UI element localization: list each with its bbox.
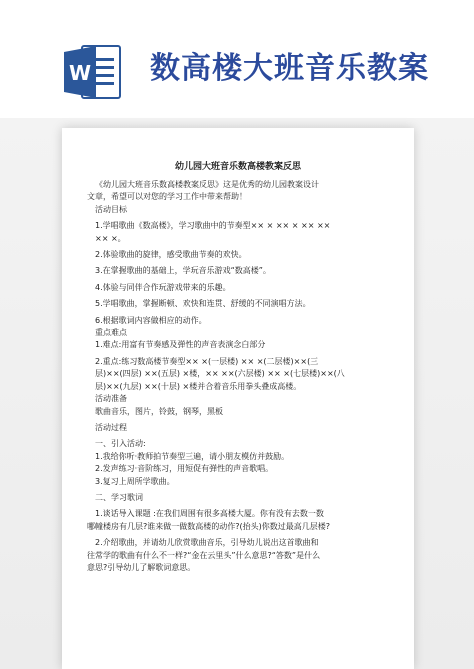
goal-line-6: 6.根据歌词内容做相应的动作。: [95, 315, 207, 325]
section-heading-preparation: 活动准备: [95, 394, 127, 404]
process-step-2-line-2-cont: 往常学的歌曲有什么不一样?“金在云里头”什么意思?“答数”是什么: [87, 550, 321, 560]
process-step-2-line-1: 1.谈话导入课题 :在我们周围有很多高楼大厦。你有没有去数一数: [95, 509, 324, 519]
document-page: [62, 128, 414, 669]
preparation-line: 歌曲音乐，图片，铃鼓，钢琴，黑板: [95, 406, 223, 416]
section-heading-goals: 活动目标: [95, 204, 127, 214]
intro-line-2: 文章，希望可以对您的学习工作中带来帮助！: [87, 192, 247, 202]
goal-line-3: 3.在掌握歌曲的基础上，学玩音乐游戏“数高楼”。: [95, 266, 271, 276]
key-point-line-2: 2.重点:练习数高楼节奏型×× ×(一层楼) ×× ×(二层楼)××(三: [95, 356, 319, 366]
process-step-1-heading: 一、引入活动:: [95, 439, 146, 449]
key-point-line-1: 1.难点:用富有节奏感及弹性的声音表演念白部分: [95, 340, 266, 350]
goal-line-1: 1.学唱歌曲《数高楼》，学习歌曲中的节奏型×× × ×× × ×× ××: [95, 221, 331, 231]
process-step-2-line-1-cont: 哪幢楼房有几层?谁来做一做数高楼的动作?(抬头)你数过最高几层楼?: [87, 521, 330, 531]
process-step-1-line-1: 1.我给你听·教师拍节奏型三遍，请小朋友模仿并鼓励。: [95, 451, 290, 461]
goal-line-5: 5.学唱歌曲，掌握断顿、欢快和连贯、舒缓的不同演唱方法。: [95, 299, 311, 309]
goal-line-1-cont: ×× ×。: [95, 233, 126, 243]
process-step-2-line-2: 2.介绍歌曲，并请幼儿欣赏歌曲音乐，引导幼儿说出这首歌曲和: [95, 538, 319, 548]
goal-line-2: 2.体验歌曲的旋律，感受歌曲节奏的欢快。: [95, 250, 247, 260]
header-banner: [0, 0, 474, 118]
goal-line-4: 4.体验与同伴合作玩游戏带来的乐趣。: [95, 282, 231, 292]
page-title: 数高楼大班音乐教案: [150, 51, 429, 86]
word-document-icon: [60, 40, 124, 104]
document-body: [62, 128, 414, 574]
section-heading-process: 活动过程: [95, 422, 127, 432]
process-step-2-line-2-cont-2: 意思?引导幼儿了解歌词意思。: [87, 562, 196, 572]
process-step-2-heading: 二、学习歌词: [95, 492, 143, 502]
section-heading-key-points: 重点难点: [95, 328, 127, 338]
document-title: 幼儿园大班音乐数高楼教案反思: [174, 162, 301, 172]
svg-text:W: W: [68, 61, 92, 85]
intro-line-1: 《幼儿园大班音乐数高楼教案反思》这是优秀的幼儿园教案设计: [95, 180, 319, 189]
process-step-1-line-2: 2.发声练习·音阶练习，用短促有弹性的声音歌唱。: [95, 464, 274, 474]
key-point-line-2-cont: 层)××(四层) ××(五层) ×楼，×× ××(六层楼) ×× ×(七层楼)××(八: [95, 369, 345, 379]
process-step-1-line-3: 3.复习上周所学歌曲。: [95, 476, 175, 486]
key-point-line-2-cont-2: 层)××(九层) ××(十层) ×楼并合着音乐用拳头叠成高楼。: [95, 381, 302, 391]
